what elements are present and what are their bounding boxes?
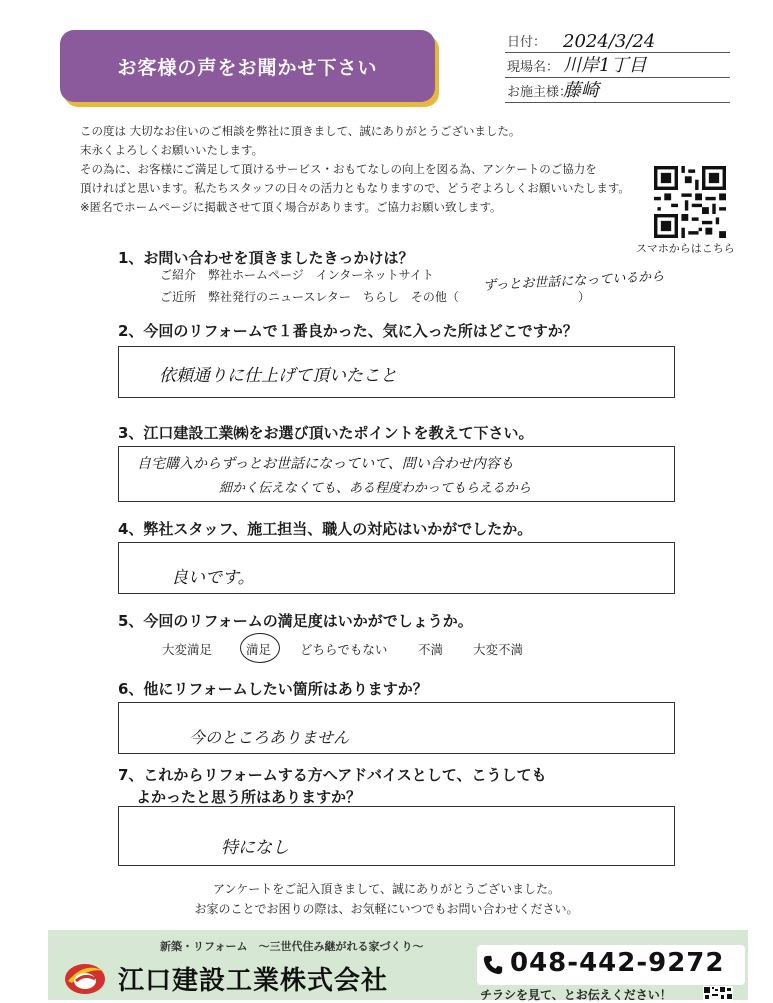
- q2-answer: 依頼通りに仕上げて頂いたこと: [159, 366, 397, 386]
- q2-answer-box[interactable]: [118, 346, 675, 398]
- qr-code-icon[interactable]: [654, 166, 726, 238]
- q3-answer-line-1: 自宅購入からずっとお世話になっていて、問い合わせ内容も: [137, 456, 514, 472]
- satisfaction-option-dissatisfied[interactable]: 不満: [418, 642, 444, 657]
- question-2: 2、今回のリフォームで１番良かった、気に入った所はどこですか？: [118, 322, 578, 340]
- q7-answer-box[interactable]: [118, 806, 675, 866]
- q4-answer-box[interactable]: [118, 542, 675, 594]
- phone-icon: [482, 953, 504, 977]
- q6-answer: 今のところありません: [189, 728, 350, 747]
- q3-answer-line-2: 細かく伝えなくても、ある程度わかってもらえるから: [219, 481, 532, 496]
- site-name-label: 現場名：: [507, 60, 560, 75]
- company-logo-icon: [62, 957, 108, 997]
- question-4: 4、弊社スタッフ、施工担当、職人の対応はいかがでしたか。: [118, 520, 533, 538]
- question-7-line-1: 7、これからリフォームする方へアドバイスとして、こうしても: [118, 766, 547, 784]
- q1-options-row-2: ご近所 弊社発行のニュースレター ちらし その他（: [160, 290, 459, 304]
- closing-line-1: アンケートをご記入頂きまして、誠にありがとうございました。: [212, 882, 561, 896]
- qr-caption: スマホからはこちら: [636, 242, 735, 255]
- company-name: 江口建設工業株式会社: [118, 966, 389, 996]
- satisfaction-option-neutral[interactable]: どちらでもない: [300, 642, 388, 657]
- satisfaction-option-very-satisfied[interactable]: 大変満足: [162, 642, 213, 657]
- q1-close-paren: ）: [578, 290, 591, 304]
- q3-answer-box[interactable]: [118, 446, 675, 502]
- q6-answer-box[interactable]: [118, 702, 675, 754]
- closing-line-2: お家のことでお困りの際は、お気軽にいつでもお問い合わせください。: [194, 902, 579, 916]
- client-name-field: [505, 82, 730, 103]
- small-qr-code-icon: [703, 986, 733, 1000]
- client-name-value: 藤崎: [563, 80, 599, 101]
- date-field: [505, 32, 730, 53]
- phone-number[interactable]: 048-442-9272: [510, 948, 725, 978]
- q7-answer: 特になし: [221, 838, 289, 858]
- survey-title: お客様の声をお聞かせ下さい: [60, 30, 435, 102]
- q1-options-row-1: ご紹介 弊社ホームページ インターネットサイト: [160, 268, 434, 282]
- date-label: 日付：: [507, 35, 547, 50]
- question-1: 1、お問い合わせを頂きましたきっかけは？: [118, 249, 414, 267]
- question-7-line-2: よかったと思う所はありますか？: [136, 788, 362, 806]
- intro-text: この度は 大切なお住いのご相談を弊社に頂きまして、誠にありがとうございました。 末永くよろしくお願いいたします。 その為に、お客様にご満足して頂けるサービス・おもてなしの向上を図る為、アンケートのご協力を 頂ければと思います。私たちスタッフの日々の活力ともなりますので、どうぞよろしくお願いいたします。 ※匿名でホームページに掲載させて頂く場合があります。ご協力お願い致します。: [80, 124, 630, 214]
- question-6: 6、他にリフォームしたい箇所はありますか？: [118, 680, 428, 698]
- flyer-note: チラシを見て、とお伝えください！: [480, 988, 672, 1002]
- satisfaction-option-satisfied[interactable]: 満足: [246, 642, 272, 657]
- footer-tagline: 新築・リフォーム ～三世代住み継がれる家づくり～: [160, 940, 424, 953]
- q4-answer: 良いです。: [171, 568, 255, 588]
- site-name-field: [505, 57, 730, 78]
- satisfaction-option-very-dissatisfied[interactable]: 大変不満: [473, 642, 524, 657]
- date-value: 2024/3/24: [563, 31, 656, 52]
- question-5: 5、今回のリフォームの満足度はいかがでしょうか。: [118, 612, 473, 630]
- question-3: 3、江口建設工業㈱をお選び頂いたポイントを教えて下さい。: [118, 424, 534, 442]
- client-name-label: お施主様：: [507, 85, 573, 100]
- site-name-value: 川岸1丁目: [563, 55, 647, 76]
- q1-other-answer: ずっとお世話になっているから: [482, 269, 665, 294]
